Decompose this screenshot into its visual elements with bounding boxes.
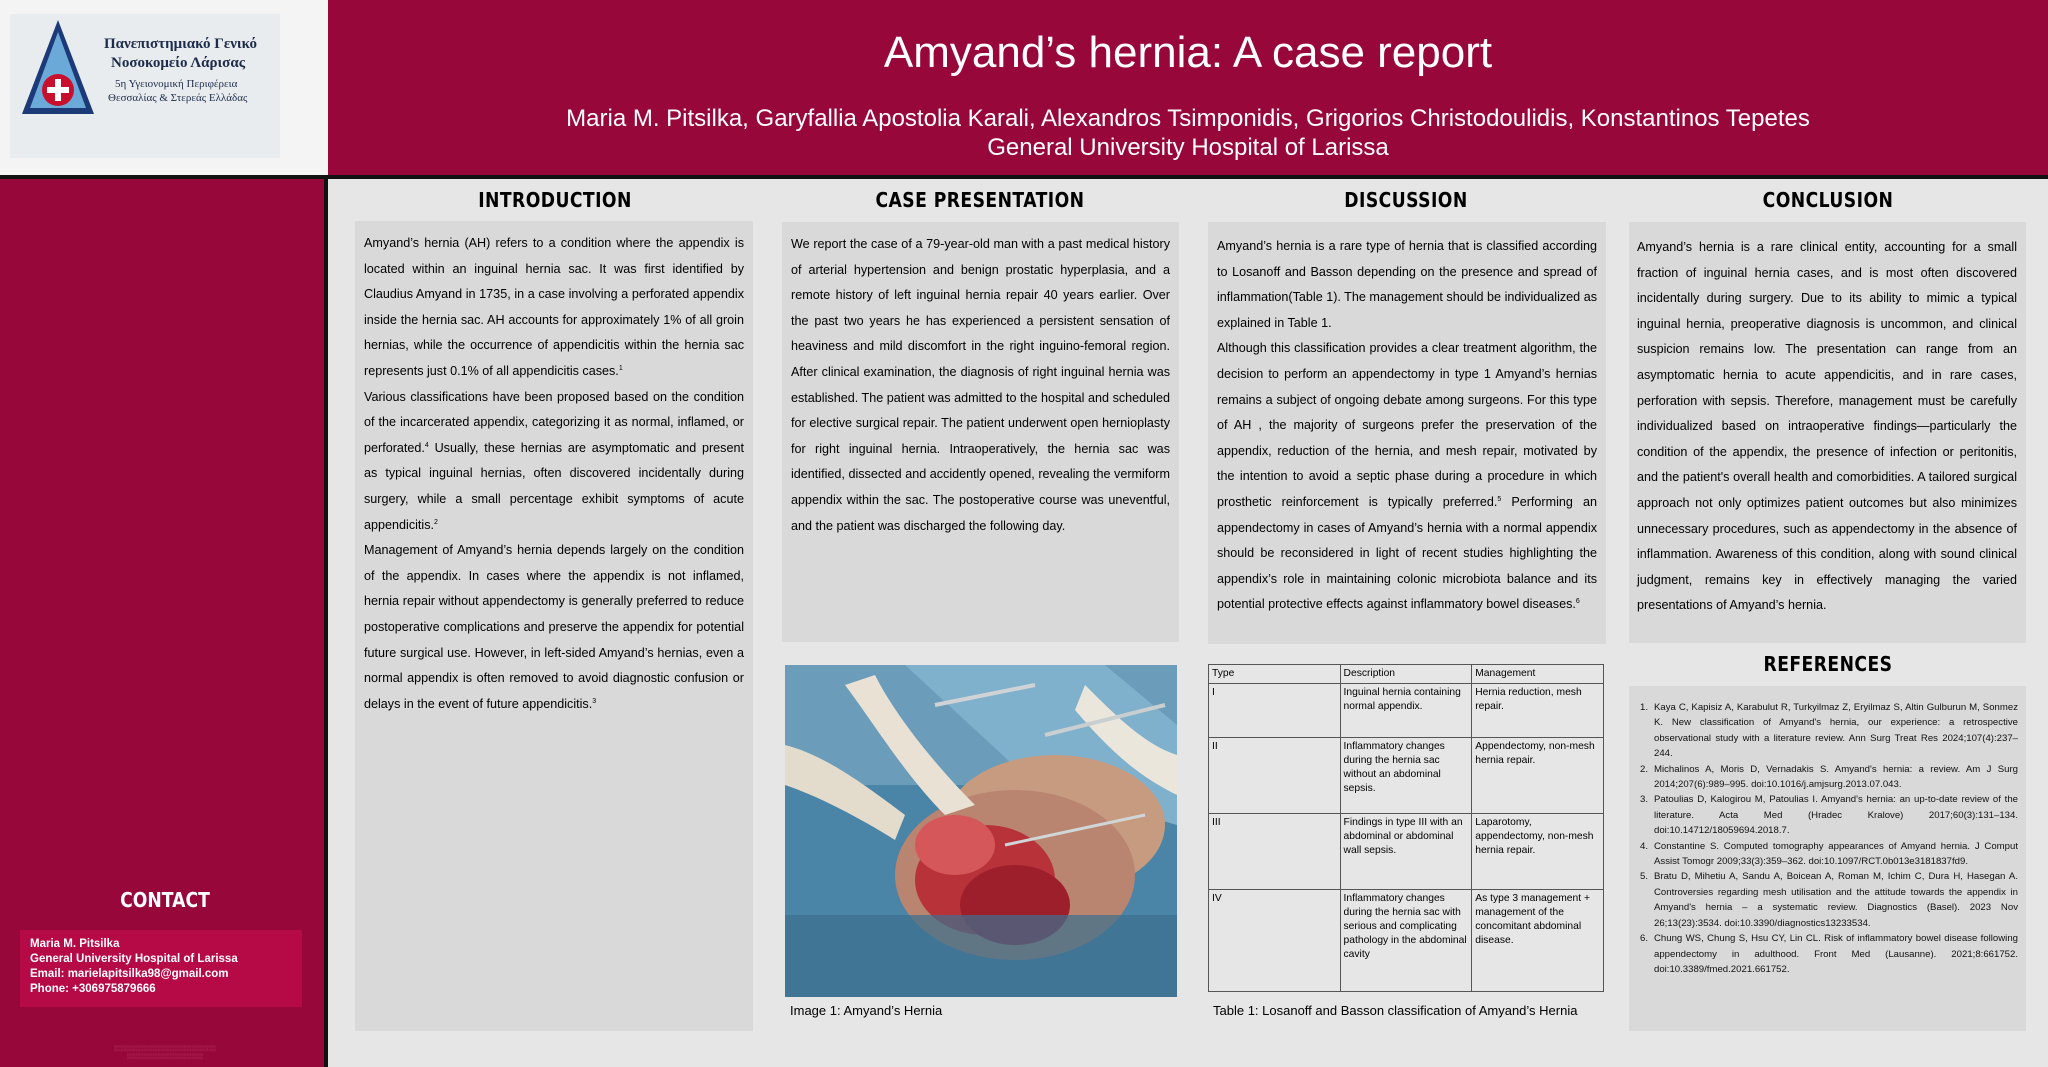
introduction-text [364, 231, 744, 717]
table-cell: III [1209, 814, 1341, 890]
contact-email: Email: marielapitsilka98@gmail.com [30, 968, 229, 980]
author-affiliation: General University Hospital of Larissa [987, 134, 1389, 161]
table-row [1209, 814, 1604, 890]
table-cell: Hernia reduction, mesh repair. [1472, 684, 1604, 738]
case-presentation-text [791, 232, 1170, 539]
poster-title: Amyand’s hernia: A case report [883, 28, 1493, 77]
hospital-logo-icon [20, 18, 96, 118]
hospital-logo-area [0, 0, 328, 176]
table-cell: Inguinal hernia containing normal appendix. [1340, 684, 1472, 738]
classification-table [1208, 664, 1604, 992]
contact-name: Maria M. Pitsilka [30, 938, 120, 950]
case-paragraph: We report the case of a 79-year-old man with a past medical history of arterial hypertension and benign prostatic hyperplasia, and a remote history of left inguinal hernia repair 40 years earlier. Over the past two years he has experienced a persistent sensation of heaviness and mild discomfort in the right inguino-femoral region. After clinical examination, the diagnosis of right inguinal hernia was established. The patient was admitted to the hospital and scheduled for elective surgical repair. The patient underwent open hernioplasty for right inguinal hernia. Intraoperatively, the hernia sac was identified, dissected and accidently opened, revealing the vermiform appendix within the sac. The postoperative course was uneventful, and the patient was discharged the following day. [791, 237, 1170, 533]
reference-item: 2. Michalinos A, Moris D, Vernadakis S. Amyand's hernia: a review. Am J Surg 2014;207(6):989–995. doi:10.1016/j.amjsurg.2013.07.043. [1640, 763, 2018, 791]
reference-item: 6. Chung WS, Chung S, Hsu CY, Lin CL. Risk of inflammatory bowel disease following appendectomy in adulthood. Front Med (Lausanne). 2021;8:661752. doi:10.3389/fmed.2021.661752. [1640, 933, 2018, 975]
logo-line-3: 5η Υγειονομική Περιφέρεια [115, 78, 238, 90]
table-cell: II [1209, 738, 1341, 814]
sidebar-divider [324, 176, 328, 1067]
poster-header [328, 0, 2048, 176]
table-cell: Inflammatory changes during the hernia sac with serious and complicating pathology in the abdominal cavity [1340, 890, 1472, 992]
introduction-paragraph-3: Management of Amyand’s hernia depends largely on the condition of the appendix. In cases where the appendix is not inflamed, hernia repair without appendectomy is generally preferred to reduce postoperative complications and preserve the appendix for potential future surgical use. However, in left-sided Amyand’s hernias, even a normal appendix is often removed to avoid diagnostic confusion or delays in the event of future appendicitis.$^3$ [364, 543, 744, 711]
table-row [1209, 890, 1604, 992]
surgical-photo-image [785, 665, 1177, 997]
footer-watermark: ░░░░░░░░░░░░░░░░░░░░░░░░ ░░░░░░░░░░░░░░░░░░ [113, 1046, 217, 1060]
discussion-paragraph-1: Amyand’s hernia is a rare type of hernia that is classified according to Losanoff and Basson depending on the presence and spread of inflammation(Table 1). The management should be individualized as explained in Table 1. [1217, 239, 1597, 330]
table-row [1209, 684, 1604, 738]
table-header-cell: Description [1340, 665, 1472, 684]
discussion-text [1217, 234, 1597, 618]
table-cell: As type 3 management + management of the concomitant abdominal disease. [1472, 890, 1604, 992]
table-header-row [1209, 665, 1604, 684]
introduction-heading: INTRODUCTION [478, 188, 632, 212]
logo-line-4: Θεσσαλίας & Στερεάς Ελλάδας [108, 92, 248, 104]
contact-heading: CONTACT [120, 888, 210, 912]
conclusion-text [1637, 235, 2017, 619]
author-list: Maria M. Pitsilka, Garyfallia Apostolia Karali, Alexandros Tsimponidis, Grigorios Christodoulidis, Konstantinos Tepetes [566, 105, 1810, 132]
introduction-paragraph-1: Amyand’s hernia (AH) refers to a condition where the appendix is located within an inguinal hernia sac. It was first identified by Claudius Amyand in 1735, in a case involving a perforated appendix inside the hernia sac. AH accounts for approximately 1% of all groin hernias, while the occurrence of appendicitis within the hernia sac represents just 0.1% of all appendicitis cases.$^1$ [364, 236, 744, 378]
logo-line-1: Πανεπιστημιακό Γενικό [104, 36, 257, 52]
table-cell: Findings in type III with an abdominal or abdominal wall sepsis. [1340, 814, 1472, 890]
table-cell: Laparotomy, appendectomy, non-mesh hernia repair. [1472, 814, 1604, 890]
conclusion-heading: CONCLUSION [1762, 188, 1894, 212]
table-cell: I [1209, 684, 1341, 738]
image-caption: Image 1: Amyand’s Hernia [790, 1003, 943, 1018]
reference-item: 4. Constantine S. Computed tomography appearances of Amyand hernia. J Comput Assist Tomogr 2009;33(3):359–362. doi:10.1097/RCT.0b013e3181837fd9. [1640, 840, 2018, 868]
contact-phone: Phone: +306975879666 [30, 983, 156, 995]
case-presentation-heading: CASE PRESENTATION [875, 188, 1085, 212]
reference-item: 1. Kaya C, Kapisiz A, Karabulut R, Turkyilmaz Z, Eryilmaz S, Altin Gulburun M, Sonmez K. New classification of Amyand's hernia, our experience: a retrospective observational study with a literature review. Ann Surg Treat Res 2024;107(4):237–244. [1640, 702, 2018, 760]
contact-box [20, 930, 302, 1007]
table-header-cell: Management [1472, 665, 1604, 684]
table-cell: Appendectomy, non-mesh hernia repair. [1472, 738, 1604, 814]
discussion-heading: DISCUSSION [1344, 188, 1468, 212]
table-caption: Table 1: Losanoff and Basson classification of Amyand’s Hernia [1213, 1003, 1578, 1018]
table-cell: IV [1209, 890, 1341, 992]
conclusion-paragraph: Amyand’s hernia is a rare clinical entity, accounting for a small fraction of inguinal hernia cases, and is most often discovered incidentally during surgery. Due to its ability to mimic a typical inguinal hernia, preoperative diagnosis is uncommon, and clinical suspicion remains low. The presentation can range from an asymptomatic hernia to acute appendicitis, and in rare cases, perforation with sepsis. Therefore, management must be carefully individualized based on intraoperative findings—particularly the condition of the appendix, the presence of infection or peritonitis, and the patient's overall health and comorbidities. A tailored surgical approach not only optimizes patient outcomes but also minimizes unnecessary procedures, such as appendectomy in the absence of inflammation. Awareness of this condition, along with sound clinical judgment, remains key in effectively managing the varied presentations of Amyand’s hernia. [1637, 240, 2017, 613]
reference-item: 3. Patoulias D, Kalogirou M, Patoulias I. Amyand's hernia: an up-to-date review of the literature. Acta Med (Hradec Kralove) 2017;60(3):131–134. doi:10.14712/18059694.2018.7. [1640, 794, 2018, 837]
contact-affiliation: General University Hospital of Larissa [30, 953, 238, 965]
references-heading: REFERENCES [1763, 652, 1893, 676]
surgical-photo [785, 665, 1177, 997]
references-list [1640, 700, 2018, 977]
logo-line-2: Νοσοκομείο Λάρισας [111, 55, 246, 71]
discussion-paragraph-2: Although this classification provides a clear treatment algorithm, the decision to perform an appendectomy in type 1 Amyand’s hernias remains a subject of ongoing debate among surgeons. For this type of AH , the majority of surgeons prefer the preservation of the appendix, reduction of the hernia, and mesh repair, motivated by the intention to avoid a septic phase during a procedure in which prosthetic reinforcement is typically preferred.$^5$ Performing an appendectomy in cases of Amyand’s hernia with a normal appendix should be reconsidered in light of recent studies highlighting the appendix’s role in maintaining colonic microbiota balance and its potential protective effects against inflammatory bowel diseases.$^6$ [1217, 341, 1597, 612]
table-header-cell: Type [1209, 665, 1341, 684]
reference-item: 5. Bratu D, Mihetiu A, Sandu A, Boicean A, Roman M, Ichim C, Dura H, Hasegan A. Controversies regarding mesh utilisation and the attitude towards the appendix in Amyand's hernia – a systematic review. Diagnostics (Basel). 2023 Nov 26;13(23):3534. doi:10.3390/diagnostics13233534. [1640, 871, 2018, 929]
table-row [1209, 738, 1604, 814]
table-cell: Inflammatory changes during the hernia sac without an abdominal sepsis. [1340, 738, 1472, 814]
introduction-paragraph-2: Various classifications have been proposed based on the condition of the incarcerated appendix, categorizing it as normal, inflamed, or perforated.$^4$ Usually, these hernias are asymptomatic and present as typical inguinal hernias, often discovered incidentally during surgery, while a small percentage exhibit symptoms of acute appendicitis.$^2$ [364, 389, 744, 532]
